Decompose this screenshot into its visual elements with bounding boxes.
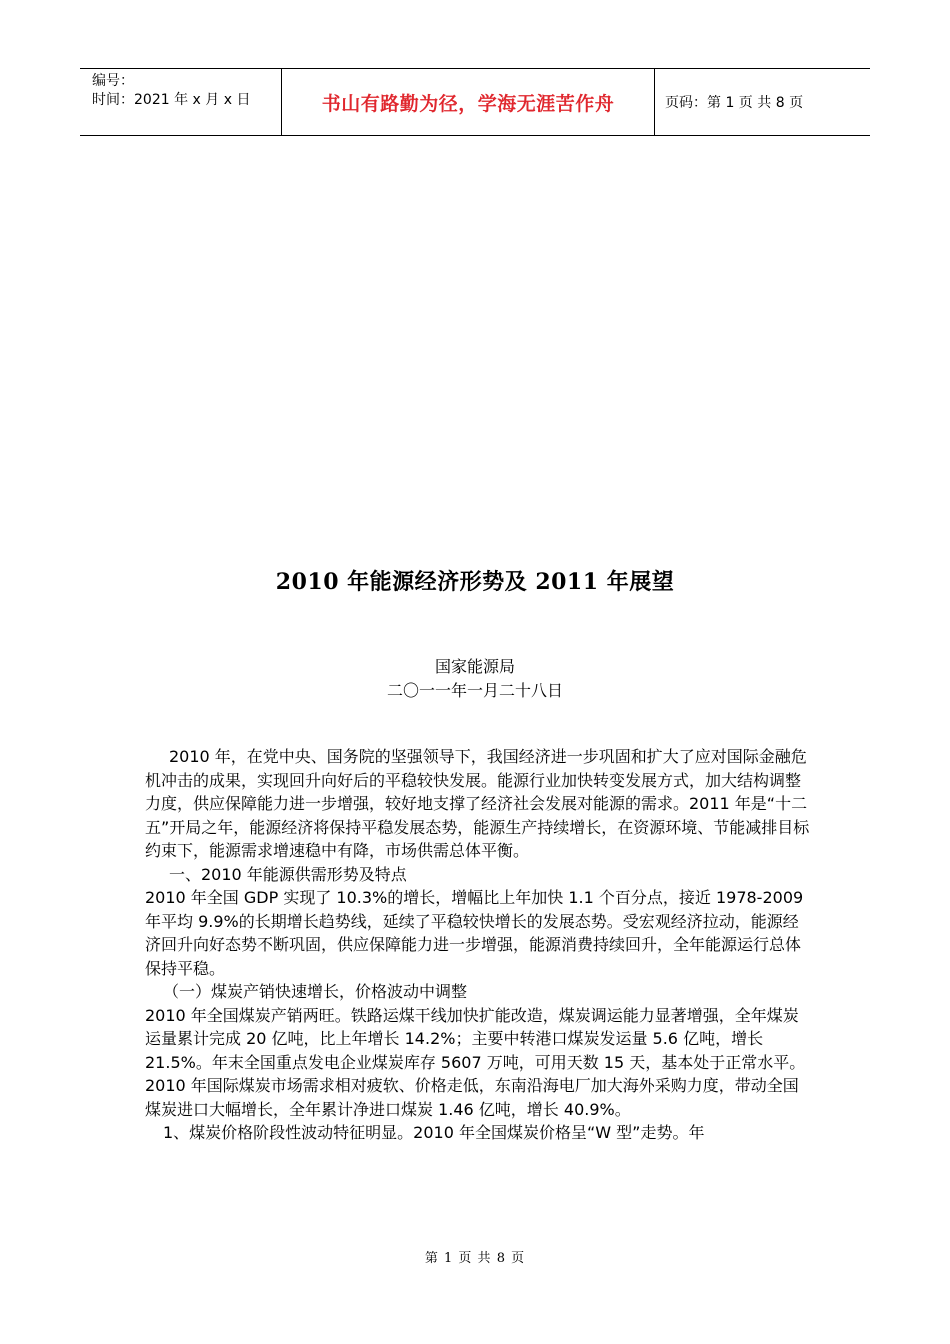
header-motto-cell [282, 69, 655, 135]
document-body [145, 745, 810, 1145]
section-heading-1: 一、2010 年能源供需形势及特点 [169, 864, 407, 884]
header-page-cell [655, 69, 870, 135]
paragraph-intro: 2010 年，在党中央、国务院的坚强领导下，我国经济进一步巩固和扩大了应对国际金融危机冲击的成果，实现回升向好后的平稳较快发展。能源行业加快转变发展方式，加大结构调整力度，供应保障能力进一步增强，较好地支撑了经济社会发展对能源的需求。2011 年是“十二五”开局之年，能源经济将保持平稳发展态势，能源生产持续增长，在资源环境、节能减排目标约束下，能源需求增速稳中有降，市场供需总体平衡。 [145, 747, 810, 860]
motto-text: 书山有路勤为径，学海无涯苦作舟 [321, 92, 615, 115]
header-table [80, 68, 870, 136]
page-info: 页码：第 1 页 共 8 页 [665, 95, 804, 111]
document-org: 国家能源局 [434, 657, 515, 676]
document-date: 二〇一一年一月二十八日 [386, 681, 563, 700]
number-label: 编号： [92, 73, 134, 89]
document-title: 2010 年能源经济形势及 2011 年展望 [275, 569, 675, 595]
time-label: 时间：2021 年 x 月 x 日 [92, 92, 251, 108]
paragraph-coal-price: 1、煤炭价格阶段性波动特征明显。2010 年全国煤炭价格呈“W 型”走势。年 [163, 1123, 705, 1142]
paragraph-coal: 2010 年全国煤炭产销两旺。铁路运煤干线加快扩能改造，煤炭调运能力显著增强，全年煤炭运量累计完成 20 亿吨，比上年增长 14.2%；主要中转港口煤炭发运量 5.6 亿吨，增长 21.5%。年末全国重点发电企业煤炭库存 5607 万吨，可用天数 15 天，基本处于正常水平。2010 年国际煤炭市场需求相对疲软、价格走低，东南沿海电厂加大海外采购力度，带动全国煤炭进口大幅增长，全年累计净进口煤炭 1.46 亿吨，增长 40.9%。 [145, 1005, 806, 1119]
paragraph-gdp: 2010 年全国 GDP 实现了 10.3%的增长，增幅比上年加快 1.1 个百分点，接近 1978-2009 年平均 9.9%的长期增长趋势线，延续了平稳较快增长的发展态势。受宏观经济拉动，能源经济回升向好态势不断巩固，供应保障能力进一步增强，能源消费持续回升，全年能源运行总体保持平稳。 [145, 888, 804, 978]
page-footer: 第 1 页 共 8 页 [424, 1251, 526, 1266]
header-meta-cell [80, 69, 282, 135]
subsection-heading-coal: （一）煤炭产销快速增长，价格波动中调整 [163, 982, 468, 1001]
